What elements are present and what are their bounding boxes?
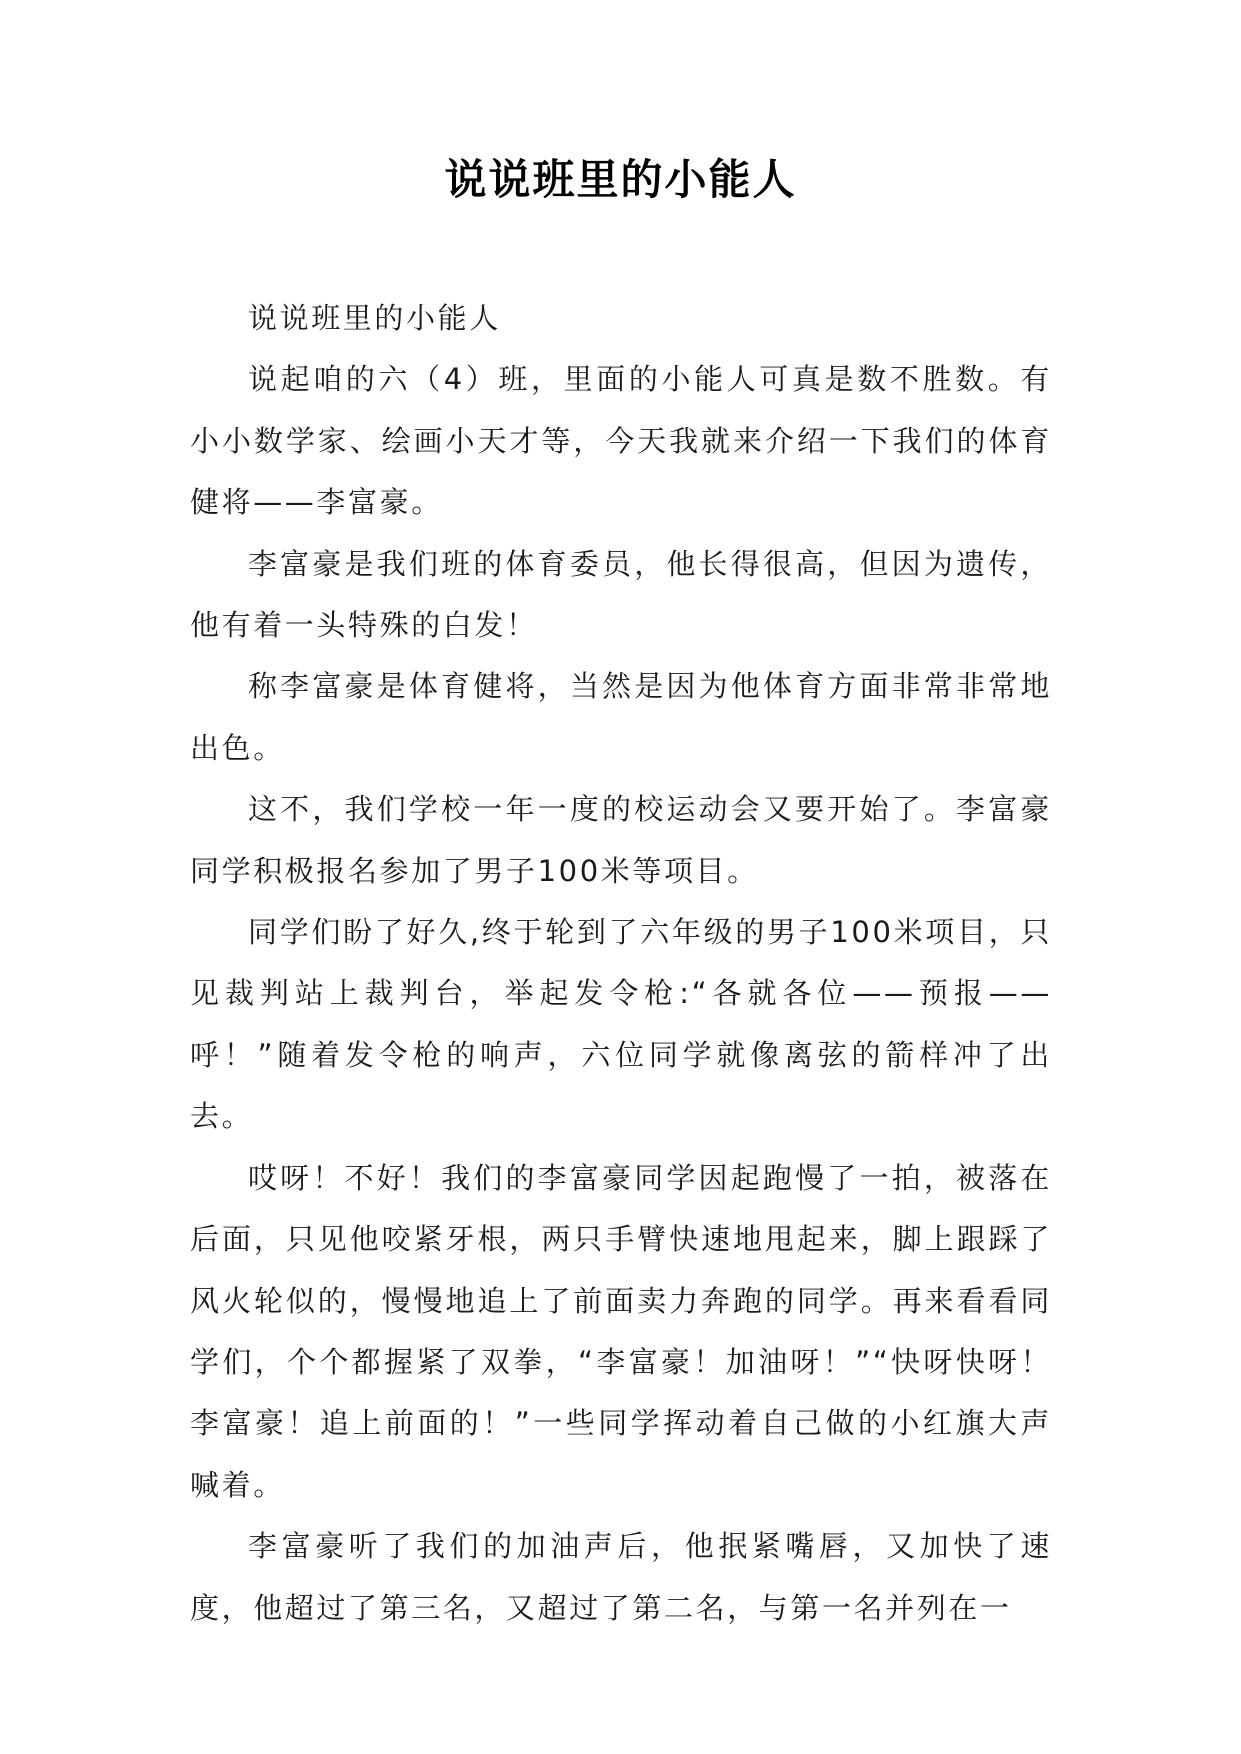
paragraph: 这不，我们学校一年一度的校运动会又要开始了。李富豪同学积极报名参加了男子100米等项目。 [190, 792, 1052, 888]
document-title: 说说班里的小能人 [444, 155, 797, 204]
paragraph: 说起咱的六（4）班，里面的小能人可真是数不胜数。有小小数学家、绘画小天才等，今天我就来介绍一下我们的体育健将——李富豪。 [190, 362, 1052, 520]
paragraph: 同学们盼了好久,终于轮到了六年级的男子100米项目，只见裁判站上裁判台，举起发令枪:“各就各位——预报——呼！”随着发令枪的响声，六位同学就像离弦的箭样冲了出去。 [190, 915, 1052, 1134]
paragraph: 说说班里的小能人 [248, 301, 501, 335]
paragraph: 称李富豪是体育健将，当然是因为他体育方面非常非常地出色。 [190, 669, 1052, 765]
paragraph: 李富豪听了我们的加油声后，他抿紧嘴唇，又加快了速度，他超过了第三名，又超过了第二名，与第一名并列在一 [190, 1529, 1052, 1625]
document-body [190, 288, 1052, 1639]
paragraph: 哎呀！不好！我们的李富豪同学因起跑慢了一拍，被落在后面，只见他咬紧牙根，两只手臂快速地甩起来，脚上跟踩了风火轮似的，慢慢地追上了前面卖力奔跑的同学。再来看看同学们，个个都握紧了双拳，“李富豪！加油呀！”“快呀快呀！李富豪！追上前面的！”一些同学挥动着自己做的小红旗大声喊着。 [190, 1160, 1052, 1502]
paragraph: 李富豪是我们班的体育委员，他长得很高，但因为遗传，他有着一头特殊的白发！ [190, 546, 1052, 643]
